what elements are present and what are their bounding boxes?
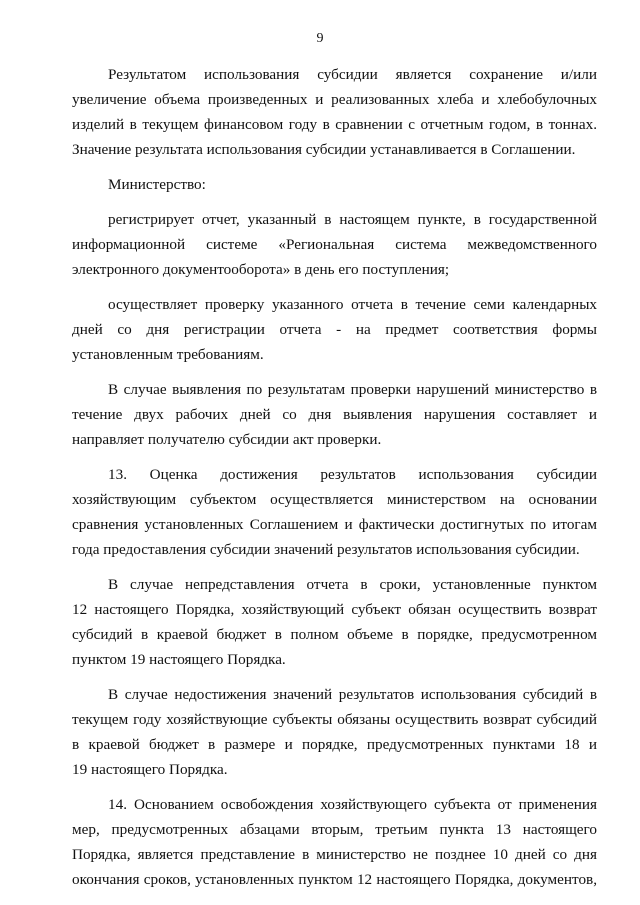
text-line: Порядка, является представление в министерство не позднее 10 дней со дня [72,846,597,863]
paragraph-non-achievement [72,682,597,782]
text-line: в краевой бюджет в размере и порядке, предусмотренных пунктами 18 и [72,736,597,753]
text-line: изделий в текущем финансовом году в сравнении с отчетным годом, в тоннах. [72,116,597,133]
text-line: 14. Основанием освобождения хозяйствующего субъекта от применения [108,796,597,813]
text-line: дней со дня регистрации отчета - на предмет соответствия формы [72,321,597,338]
text-line: Значение результата использования субсидии устанавливается в Соглашении. [72,141,576,158]
document-body [72,62,597,892]
text-line: года предоставления субсидии значений результатов использования субсидии. [72,541,580,558]
text-line: направляет получателю субсидии акт проверки. [72,431,382,448]
text-line: увеличение объема произведенных и реализованных хлеба и хлебобулочных [72,91,597,108]
text-line: пунктом 19 настоящего Порядка. [72,651,286,668]
text-line: 12 настоящего Порядка, хозяйствующий субъект обязан осуществить возврат [72,601,597,618]
text-line: мер, предусмотренных абзацами вторым, третьим пункта 13 настоящего [72,821,597,838]
page-number: 9 [316,31,324,46]
paragraph-violations [72,377,597,452]
text-line: хозяйствующим субъектом осуществляется министерством на основании [72,491,597,508]
paragraph-registration [72,207,597,282]
text-line: окончания сроков, установленных пунктом 12 настоящего Порядка, документов, [72,871,597,888]
text-line: информационной системе «Региональная система межведомственного [72,236,597,253]
paragraph-section-14 [72,792,597,892]
text-line: сравнения установленных Соглашением и фактически достигнутых по итогам [72,516,597,533]
text-line: субсидий в краевой бюджет в полном объеме в порядке, предусмотренном [72,626,597,643]
text-line: 19 настоящего Порядка. [72,761,228,778]
text-line: регистрирует отчет, указанный в настоящем пункте, в государственной [108,211,597,228]
text-line: В случае непредставления отчета в сроки, установленные пунктом [108,576,597,593]
paragraph-non-submission [72,572,597,672]
paragraph-result-definition [72,62,597,162]
text-line: текущем году хозяйствующие субъекты обязаны осуществить возврат субсидий [72,711,597,728]
text-line: 13. Оценка достижения результатов использования субсидии [108,466,597,483]
paragraph-section-13 [72,462,597,562]
text-line: установленным требованиям. [72,346,264,363]
text-line: осуществляет проверку указанного отчета в течение семи календарных [108,296,597,313]
paragraph-verification [72,292,597,367]
text-line: Министерство: [108,176,206,193]
text-line: В случае недостижения значений результатов использования субсидий в [108,686,597,703]
text-line: В случае выявления по результатам проверки нарушений министерство в [108,381,597,398]
text-line: электронного документооборота» в день его поступления; [72,261,450,278]
text-line: Результатом использования субсидии является сохранение и/или [108,66,597,83]
text-line: течение двух рабочих дней со дня выявления нарушения составляет и [72,406,597,423]
paragraph-ministry-heading [72,172,597,197]
